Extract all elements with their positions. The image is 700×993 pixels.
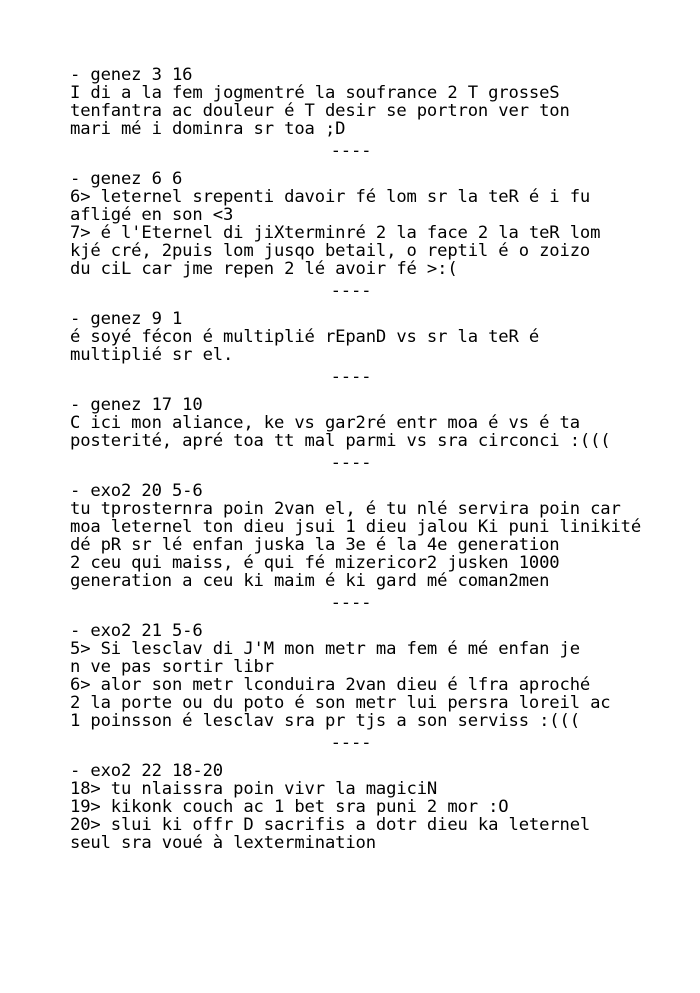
verse-reference: - genez 9 1	[70, 309, 183, 329]
verse-section	[70, 170, 632, 278]
verse-line: generation a ceu ki maim é ki gard mé coman2men	[70, 571, 550, 591]
verse-line: 2 la porte ou du poto é son metr lui persra loreil ac	[70, 693, 611, 713]
verse-line: 1 poinsson é lesclav sra pr tjs a son serviss :(((	[70, 711, 580, 731]
verse-reference: - genez 17 10	[70, 395, 203, 415]
verse-line: 20> slui ki offr D sacrifis a dotr dieu ka leternel	[70, 815, 591, 835]
verse-line: mari mé i dominra sr toa ;D	[70, 119, 346, 139]
verse-line: 7> é l'Eternel di jiXterminré 2 la face 2 la teR lom	[70, 223, 601, 243]
verse-line: 2 ceu qui maiss, é qui fé mizericor2 jusken 1000	[70, 553, 560, 573]
separator: ----	[330, 453, 372, 473]
verse-line: C ici mon aliance, ke vs gar2ré entr moa é vs é ta	[70, 413, 580, 433]
verse-reference: - exo2 20 5-6	[70, 481, 203, 501]
separator: ----	[330, 593, 372, 613]
verse-line: posterité, apré toa tt mal parmi vs sra circonci :(((	[70, 431, 611, 451]
verse-line: afligé en son <3	[70, 205, 234, 225]
verse-line: tenfantra ac douleur é T desir se portron ver ton	[70, 101, 570, 121]
verse-line: 6> leternel srepenti davoir fé lom sr la teR é i fu	[70, 187, 591, 207]
verse-section	[70, 481, 642, 591]
verse-line: seul sra voué à lextermination	[70, 833, 376, 853]
verse-line: multiplié sr el.	[70, 345, 234, 365]
verse-section	[70, 396, 632, 450]
separator: ----	[330, 367, 372, 387]
verse-section	[70, 762, 632, 852]
verse-reference: - exo2 22 18-20	[70, 761, 223, 781]
verse-line: dé pR sr lé enfan juska la 3e é la 4e generation	[70, 535, 560, 555]
verse-line: é soyé fécon é multiplié rEpanD vs sr la teR é	[70, 327, 540, 347]
verse-section	[70, 310, 632, 364]
verse-line: 6> alor son metr lconduira 2van dieu é lfra aproché	[70, 675, 591, 695]
separator: ----	[330, 141, 372, 161]
verse-line: moa leternel ton dieu jsui 1 dieu jalou Ki puni linikité	[70, 517, 642, 537]
verse-line: 18> tu nlaissra poin vivr la magiciN	[70, 779, 438, 799]
document-page	[70, 65, 642, 853]
verse-line: du ciL car jme repen 2 lé avoir fé >:(	[70, 259, 458, 279]
verse-section	[70, 66, 632, 138]
verse-line: tu tprosternra poin 2van el, é tu nlé servira poin car	[70, 499, 621, 519]
verse-reference: - exo2 21 5-6	[70, 621, 203, 641]
verse-line: 5> Si lesclav di J'M mon metr ma fem é mé enfan je	[70, 639, 580, 659]
verse-line: 19> kikonk couch ac 1 bet sra puni 2 mor :O	[70, 797, 509, 817]
verse-reference: - genez 3 16	[70, 65, 193, 85]
verse-line: I di a la fem jogmentré la soufrance 2 T grosseS	[70, 83, 560, 103]
separator: ----	[330, 281, 372, 301]
verse-line: n ve pas sortir libr	[70, 657, 274, 677]
separator: ----	[330, 733, 372, 753]
verse-line: kjé cré, 2puis lom jusqo betail, o reptil é o zoizo	[70, 241, 591, 261]
verse-reference: - genez 6 6	[70, 169, 183, 189]
verse-section	[70, 622, 632, 730]
